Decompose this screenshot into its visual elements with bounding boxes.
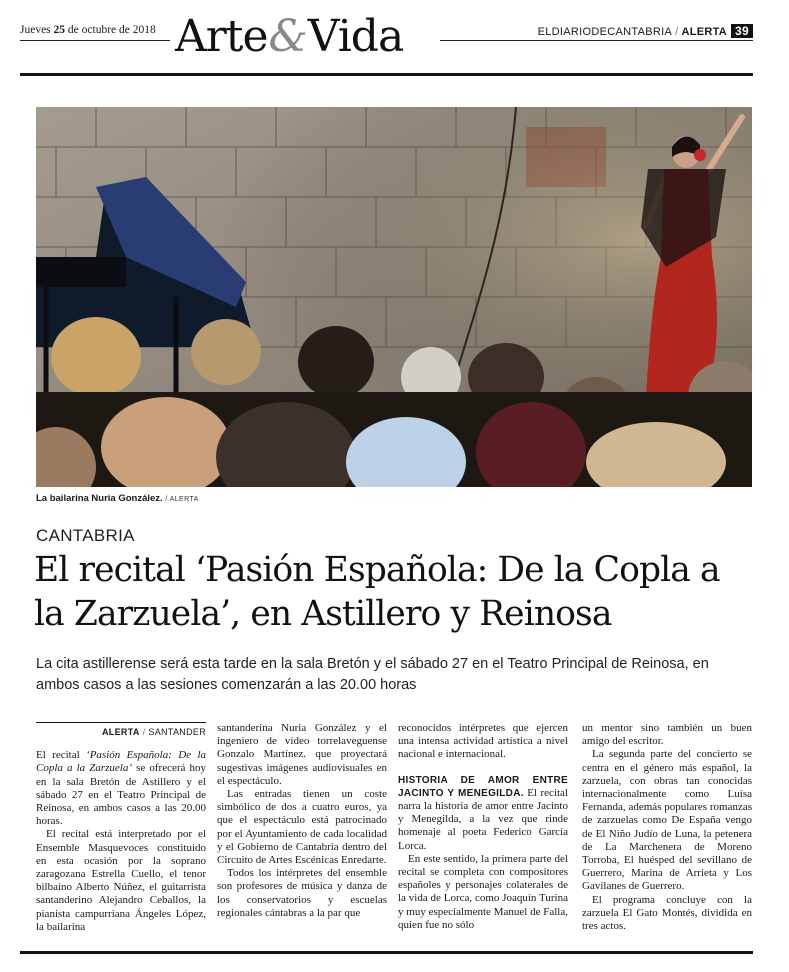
byline-place: SANTANDER bbox=[148, 727, 206, 737]
body-paragraph bbox=[36, 749, 206, 828]
article-dek: La cita astillerense será esta tarde en la sala Bretón y el sábado 27 en el Teatro Principal de Reinosa, en ambos casos a las sesiones comenzarán a las 20.00 horas bbox=[36, 656, 709, 693]
article-kicker: CANTABRIA bbox=[36, 526, 135, 545]
date-weekday: Jueves bbox=[20, 24, 51, 36]
date-rule bbox=[20, 40, 170, 41]
byline-agency: ALERTA bbox=[102, 727, 140, 737]
article-column-1 bbox=[36, 722, 206, 934]
recital-title-italic: ‘Pasión Española: De la Copla a la Zarzuela’ bbox=[36, 749, 206, 775]
article-headline: El recital ‘Pasión Española: De la Copla a la Zarzuela’, en Astillero y Reinosa bbox=[34, 550, 720, 634]
date-month-year: de octubre de 2018 bbox=[67, 24, 156, 36]
body-text: El recital narra la historia de amor entre Jacinto y Menegilda, a la vez que rinde homenaje al poeta Federico García Lorca. bbox=[398, 786, 568, 852]
publication-name: ELDIARIODECANTABRIA bbox=[537, 26, 673, 38]
body-paragraph: En este sentido, la primera parte del recital se completa con compositores españoles y personajes colaterales de la vida de Lorca, como Joaquín Turina y muy especialmente Manuel de Falla, quien fue no sólo bbox=[398, 852, 568, 931]
body-paragraph: La segunda parte del concierto se centra en el género más español, la zarzuela, con obras tan conocidas internacionalmente como Luisa Fernanda, además populares romanzas de zarzuelas como De España vengo de El Niño Judío de Luna, la petenera de La Marchenera de Moreno Torroba, El huésped del sevillano de Guerrero, Marina de Arrieta y Los Gavilanes de Guerrero. bbox=[582, 748, 752, 893]
body-paragraph bbox=[398, 774, 568, 853]
article-column-4 bbox=[582, 722, 752, 933]
dancer-photo-illustration bbox=[36, 107, 752, 487]
body-text: se ofrecerá hoy en la sala Bretón de Astillero y el sábado 27 en el Teatro Principal de Reinosa, en ambos casos a las 20.00 horas. bbox=[36, 762, 207, 828]
body-paragraph: Todos los intérpretes del ensemble son profesores de música y danza de los conservatorios y escuelas regionales cántabras a la par que bbox=[217, 867, 387, 919]
publication-rule bbox=[440, 40, 753, 41]
publication-label: ELDIARIODECANTABRIA / ALERTA 39 bbox=[538, 24, 753, 38]
article-subhead: HISTORIA DE AMOR ENTRE JACINTO Y MENEGILDA. bbox=[398, 774, 568, 799]
section-title-part2: Vida bbox=[307, 11, 404, 62]
body-paragraph: Las entradas tienen un coste simbólico de dos a cuatro euros, ya que el espectáculo está patrocinado por el Ayuntamiento de cada localidad y el Gobierno de Cantabria dentro del Circuito de Artes Escénicas Enredarte. bbox=[217, 788, 387, 867]
article-byline: ALERTA / SANTANDER bbox=[36, 722, 206, 739]
date-day: 25 bbox=[53, 24, 66, 36]
article-column-3 bbox=[398, 722, 568, 932]
body-paragraph: reconocidos intérpretes que ejercen una intensa actividad artística a nivel nacional e internacional. bbox=[398, 722, 568, 761]
dancer-photo bbox=[36, 107, 752, 487]
body-paragraph: El recital está interpretado por el Ensemble Masquevoces constituido en esta ocasión por la soprano zaragozana Estrella Cuello, el tenor bilbaíno Alberto Núñez, el guitarrista santanderino Alejandro Ceballos, la pianista campurriana Ángeles López, la bailarina bbox=[36, 828, 206, 933]
footer-rule bbox=[20, 951, 753, 954]
header-rule bbox=[20, 73, 753, 76]
section-title-ampersand: & bbox=[268, 11, 307, 62]
body-paragraph: El programa concluye con la zarzuela El Gato Montés, dividida en tres actos. bbox=[582, 893, 752, 933]
body-paragraph: santanderina Nuria González y el ingeniero de vídeo torrelaveguense Gonzalo Martínez. que proyectará sugestivas imágenes audiovisuales en el espectáculo. bbox=[217, 722, 387, 787]
photo-caption bbox=[36, 493, 199, 504]
article-column-2 bbox=[217, 722, 387, 920]
body-text: El recital bbox=[36, 749, 87, 762]
page-number: 39 bbox=[731, 24, 753, 38]
section-title-part1: Arte bbox=[175, 11, 268, 62]
edition-name: ALERTA bbox=[681, 26, 728, 38]
caption-source: / ALERTA bbox=[165, 496, 199, 503]
caption-text: La bailarina Nuria González. bbox=[36, 493, 163, 504]
body-paragraph: un mentor sino también un buen amigo del escritor. bbox=[582, 722, 752, 748]
section-title bbox=[175, 12, 403, 62]
issue-date bbox=[20, 24, 156, 36]
